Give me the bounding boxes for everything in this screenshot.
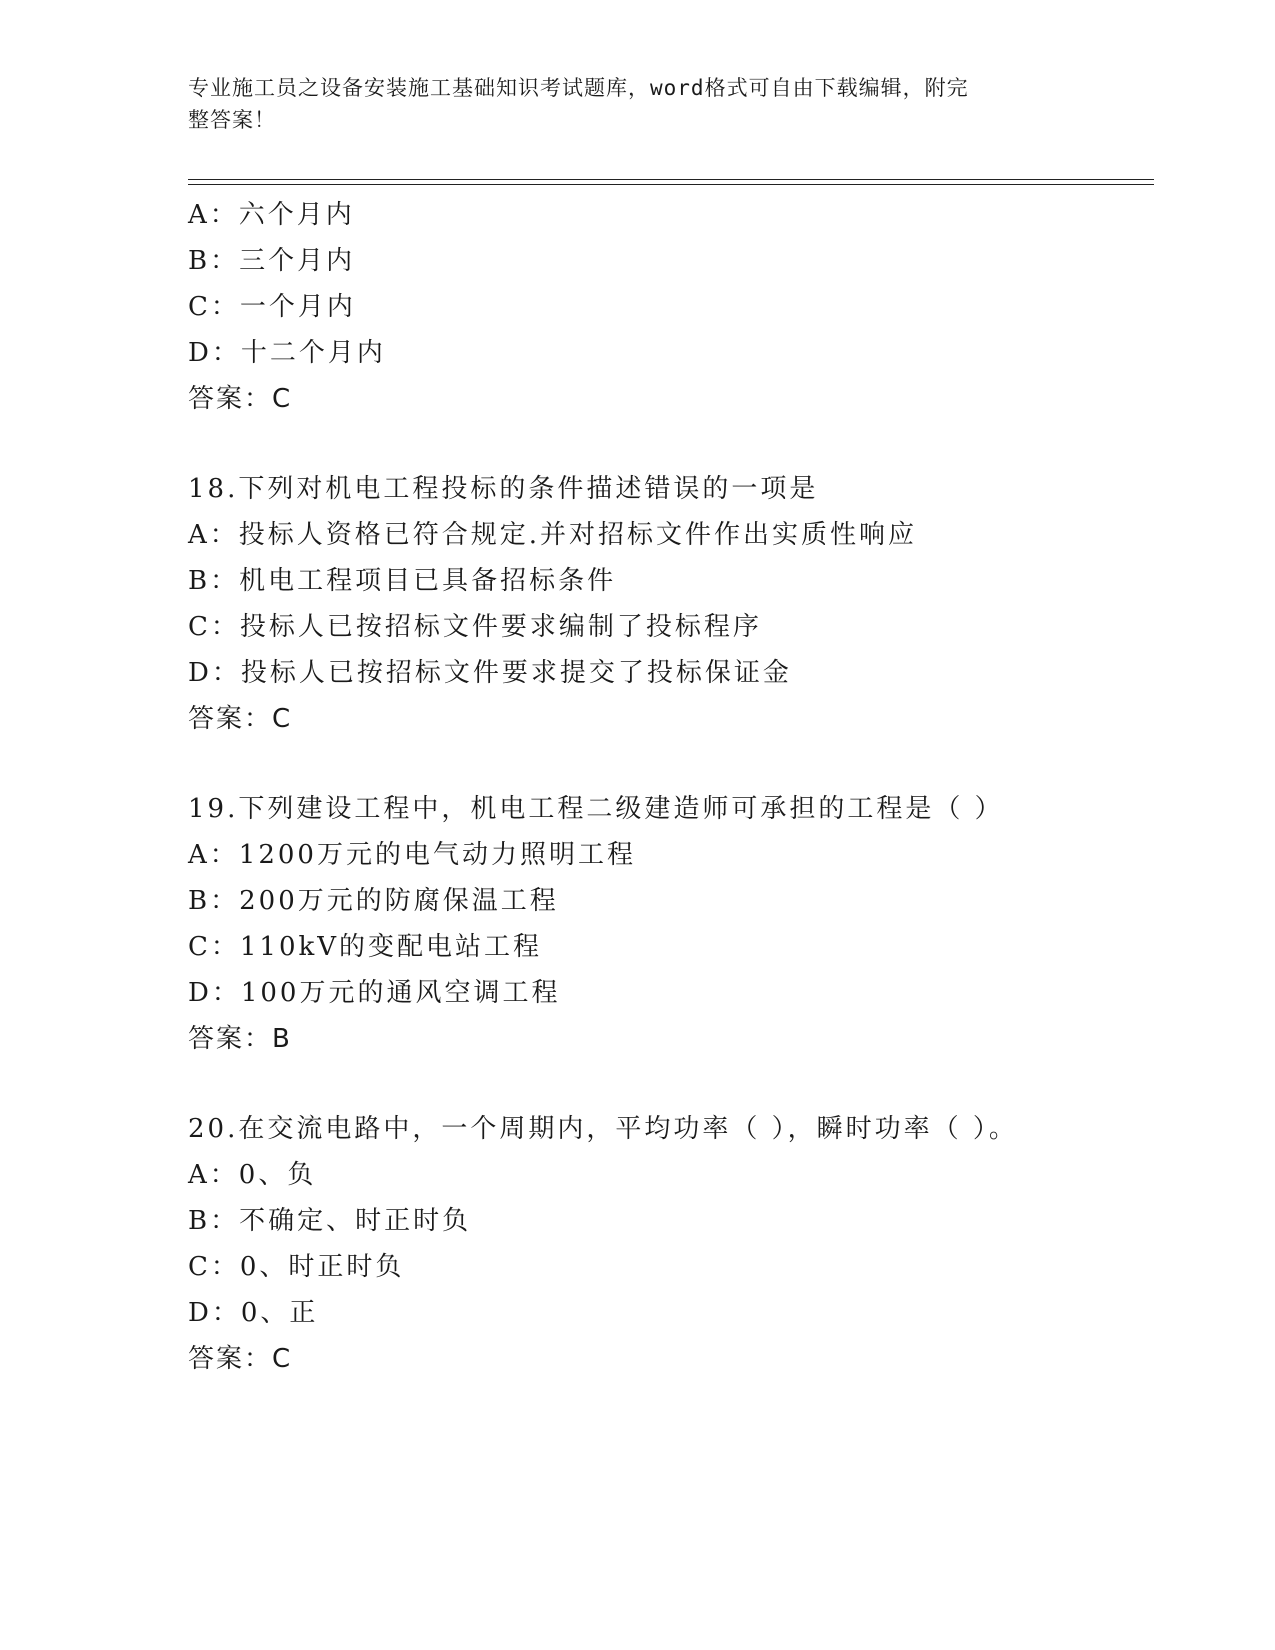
answer-line: 答案：C — [188, 704, 293, 734]
question-stem: 19.下列建设工程中，机电工程二级建造师可承担的工程是（ ） — [188, 794, 1004, 824]
question-18 — [188, 466, 1168, 742]
question-stem: 20.在交流电路中，一个周期内，平均功率（ ），瞬时功率（ ）。 — [188, 1114, 1018, 1144]
answer-line: 答案：C — [188, 1344, 293, 1374]
option-c: C：一个月内 — [188, 292, 356, 322]
header-divider-top — [188, 179, 1154, 180]
option-c: C：110kV的变配电站工程 — [188, 932, 543, 962]
option-a: A：1200万元的电气动力照明工程 — [188, 840, 636, 870]
header-line-1: 专业施工员之设备安装施工基础知识考试题库，word格式可自由下载编辑，附完 — [188, 76, 969, 100]
spacer — [188, 742, 1168, 786]
option-a: A：投标人资格已符合规定.并对招标文件作出实质性响应 — [188, 520, 918, 550]
header-line-2: 整答案！ — [188, 108, 276, 132]
document-header — [188, 72, 1068, 136]
option-d: D：100万元的通风空调工程 — [188, 978, 561, 1008]
option-b: B：不确定、时正时负 — [188, 1206, 472, 1236]
option-d: D：0、正 — [188, 1298, 319, 1328]
question-19 — [188, 786, 1168, 1062]
option-c: C：0、时正时负 — [188, 1252, 405, 1282]
question-17-tail — [188, 192, 1168, 422]
option-a: A：六个月内 — [188, 200, 355, 230]
option-b: B：200万元的防腐保温工程 — [188, 886, 559, 916]
question-20 — [188, 1106, 1168, 1382]
option-b: B：三个月内 — [188, 246, 356, 276]
answer-line: 答案：C — [188, 384, 293, 414]
option-d: D：投标人已按招标文件要求提交了投标保证金 — [188, 658, 792, 688]
option-c: C：投标人已按招标文件要求编制了投标程序 — [188, 612, 762, 642]
option-b: B：机电工程项目已具备招标条件 — [188, 566, 617, 596]
header-divider-bottom — [188, 184, 1154, 185]
answer-line: 答案：B — [188, 1024, 292, 1054]
option-d: D：十二个月内 — [188, 338, 386, 368]
spacer — [188, 1062, 1168, 1106]
option-a: A：0、负 — [188, 1160, 317, 1190]
spacer — [188, 422, 1168, 466]
question-stem: 18.下列对机电工程投标的条件描述错误的一项是 — [188, 474, 819, 504]
question-list — [188, 192, 1168, 1382]
